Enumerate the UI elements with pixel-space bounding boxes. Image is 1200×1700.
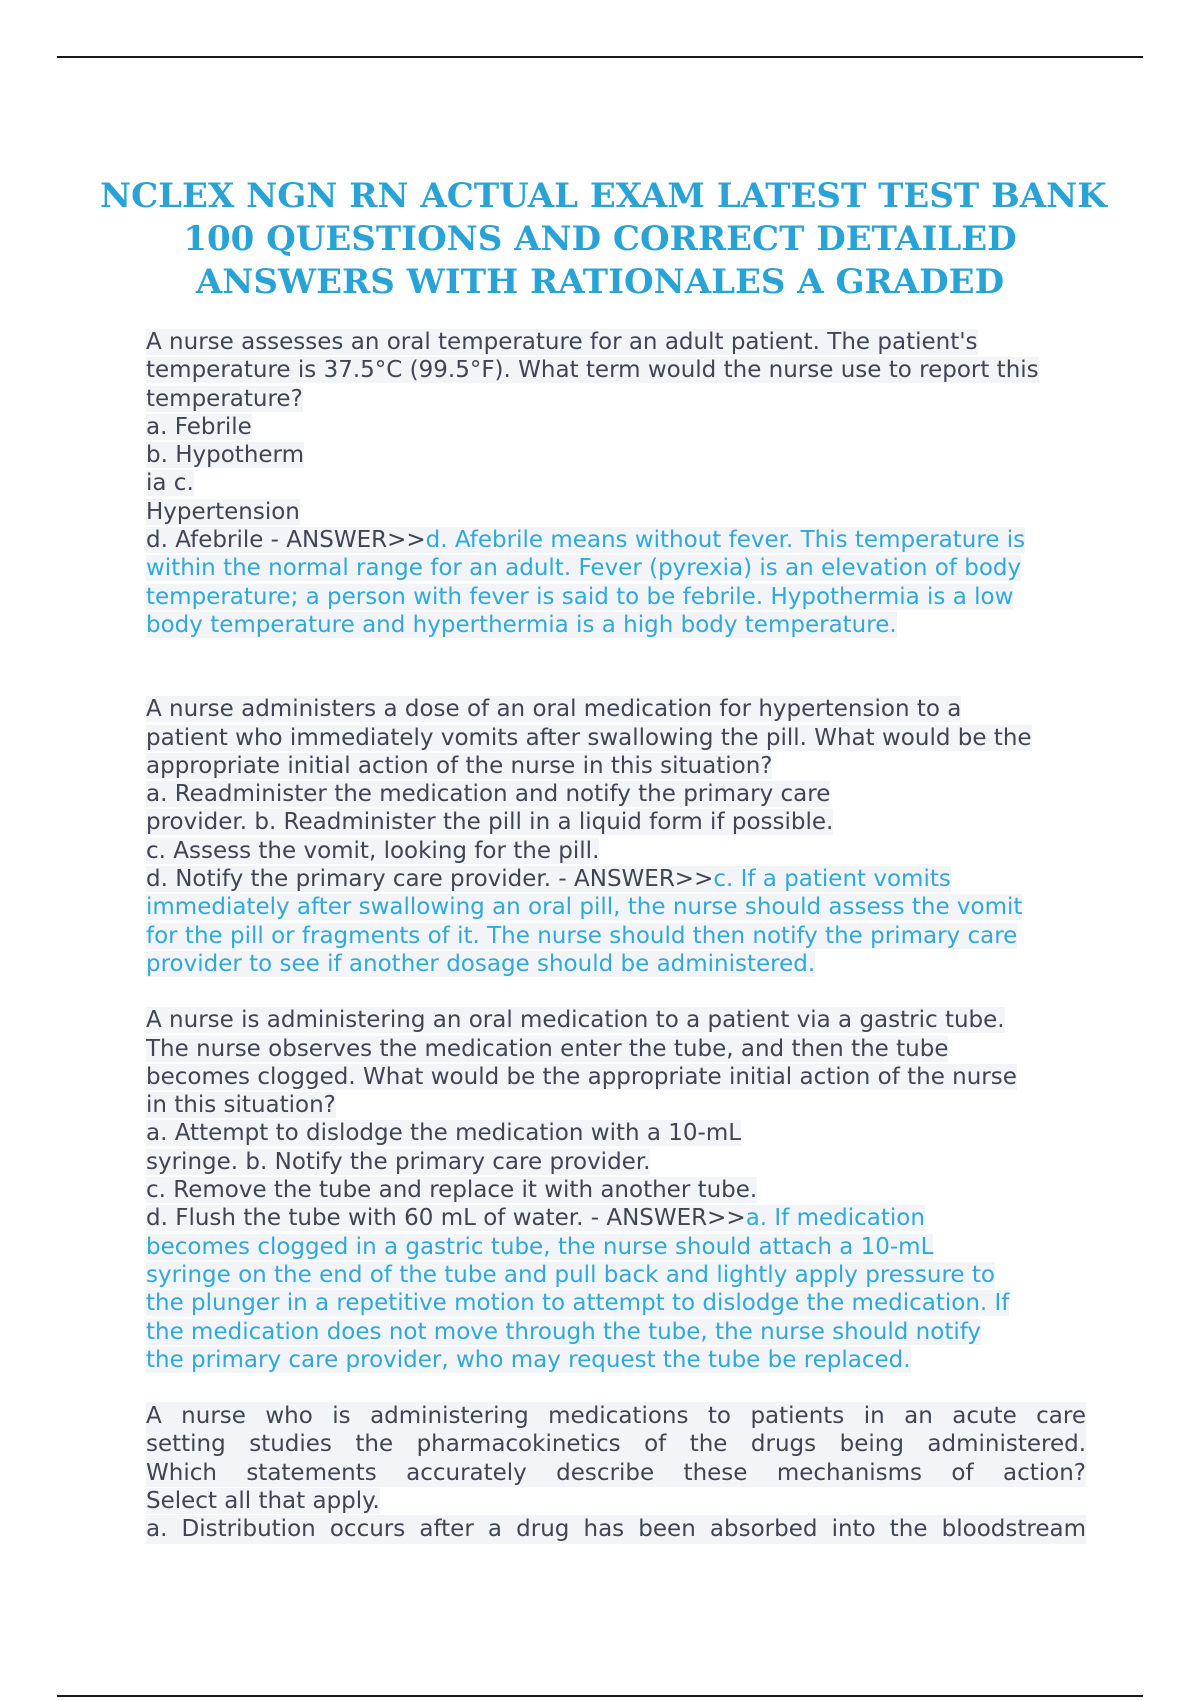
q3-option: syringe. b. Notify the primary care provider. — [146, 1148, 651, 1175]
q3-answer: the medication does not move through the tube, the nurse should notify — [146, 1318, 982, 1345]
spacer — [146, 639, 1086, 695]
q3-option-d: d. Flush the tube with 60 mL of water. - ANSWER>> — [146, 1205, 746, 1232]
q2-option: provider. b. Readminister the pill in a liquid form if possible. — [146, 809, 834, 836]
q3-answer: a. If medication — [745, 1205, 925, 1232]
q2-stem-line: appropriate initial action of the nurse in this situation? — [146, 752, 773, 779]
q3-answer: syringe on the end of the tube and pull back and lightly apply pressure to — [146, 1261, 995, 1288]
q2-answer: provider to see if another dosage should be administered. — [146, 950, 816, 977]
question-list — [146, 328, 1086, 1544]
q1-option: a. Febrile — [146, 413, 252, 440]
document-title — [100, 175, 1107, 304]
question-4 — [146, 1402, 1086, 1543]
q3-stem-line: in this situation? — [146, 1092, 336, 1119]
q3-answer: the plunger in a repetitive motion to attempt to dislodge the medication. If — [146, 1290, 1010, 1317]
q1-answer: body temperature and hyperthermia is a high body temperature. — [146, 611, 897, 638]
title-line-2: 100 QUESTIONS AND CORRECT DETAILED — [183, 219, 1017, 259]
q1-option: Hypertension — [146, 498, 300, 525]
q2-stem-line: A nurse administers a dose of an oral medication for hypertension to a — [146, 696, 962, 723]
q4-stem-line: A nurse who is administering medications to patients in an acute care — [146, 1403, 1086, 1430]
q2-option: c. Assess the vomit, looking for the pill. — [146, 837, 600, 864]
q1-answer: within the normal range for an adult. Fever (pyrexia) is an elevation of body — [146, 555, 1022, 582]
top-rule — [57, 56, 1143, 58]
q3-stem-line: The nurse observes the medication enter the tube, and then the tube — [146, 1035, 949, 1062]
q1-option: b. Hypotherm — [146, 442, 305, 469]
q3-answer: the primary care provider, who may request the tube be replaced. — [146, 1346, 911, 1373]
q1-answer: d. Afebrile means without fever. This temperature is — [425, 527, 1026, 554]
q2-answer: for the pill or fragments of it. The nurse should then notify the primary care — [146, 922, 1018, 949]
q1-option-d: d. Afebrile - ANSWER>> — [146, 527, 426, 554]
q3-stem-line: becomes clogged. What would be the appropriate initial action of the nurse — [146, 1063, 1017, 1090]
q2-stem-line: patient who immediately vomits after swallowing the pill. What would be the — [146, 724, 1032, 751]
q1-stem-line: A nurse assesses an oral temperature for an adult patient. The patient's — [146, 329, 978, 355]
q2-answer: c. If a patient vomits — [713, 866, 951, 893]
q1-option: ia c. — [146, 470, 194, 497]
q1-answer: temperature; a person with fever is said to be febrile. Hypothermia is a low — [146, 583, 1014, 610]
q2-option: a. Readminister the medication and notify the primary care — [146, 781, 831, 808]
bottom-rule — [57, 1695, 1143, 1697]
q4-stem-line: setting studies the pharmacokinetics of the drugs being administered. — [146, 1431, 1086, 1458]
q2-option-d: d. Notify the primary care provider. - ANSWER>> — [146, 866, 714, 893]
q3-answer: becomes clogged in a gastric tube, the nurse should attach a 10-mL — [146, 1233, 934, 1260]
q3-option: c. Remove the tube and replace it with another tube. — [146, 1177, 758, 1204]
question-1 — [146, 328, 1086, 639]
q4-stem-line: Which statements accurately describe these mechanisms of action? — [146, 1459, 1086, 1486]
title-line-1: NCLEX NGN RN ACTUAL EXAM LATEST TEST BANK — [100, 176, 1107, 216]
question-2 — [146, 695, 1086, 978]
title-line-3: ANSWERS WITH RATIONALES A GRADED — [195, 262, 1005, 302]
question-3 — [146, 1006, 1086, 1374]
q2-answer: immediately after swallowing an oral pill, the nurse should assess the vomit — [146, 894, 1023, 921]
q3-stem-line: A nurse is administering an oral medication to a patient via a gastric tube. — [146, 1007, 1005, 1034]
q3-option: a. Attempt to dislodge the medication with a 10-mL — [146, 1120, 742, 1147]
q4-option: a. Distribution occurs after a drug has been absorbed into the bloodstream — [146, 1516, 1086, 1543]
spacer — [146, 978, 1086, 1006]
q4-stem-line: Select all that apply. — [146, 1487, 380, 1514]
q1-stem-line: temperature? — [146, 385, 303, 412]
spacer — [146, 1374, 1086, 1402]
q1-stem-line: temperature is 37.5°C (99.5°F). What term would the nurse use to report this — [146, 357, 1039, 384]
